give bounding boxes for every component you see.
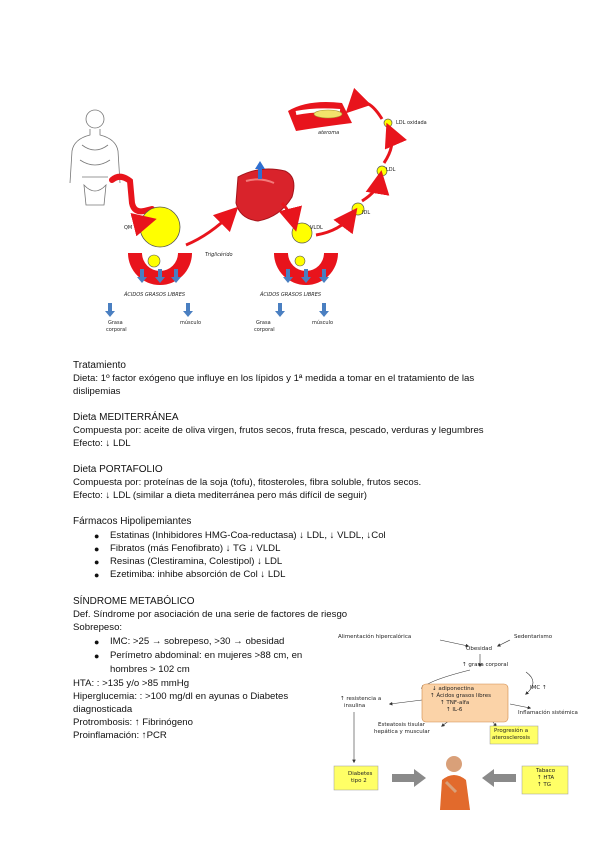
label-progresion-2: aterosclerosis [492, 735, 530, 741]
label-grasa-corporal: ↑ grasa corporal [462, 662, 509, 668]
mediterranea-composicion: Compuesta por: aceite de oliva virgen, frutos secos, fruta fresca, pescado, verduras y legumbres [73, 425, 484, 436]
hiperglucemia-line1: Hiperglucemia: : >100 mg/dl en ayunas o Diabetes [73, 691, 289, 702]
list-item: ● Estatinas (Inhibidores HMG-Coa-reductasa) ↓ LDL, ↓ VLDL, ↓Col [94, 530, 386, 541]
proinflamacion-line: Proinflamación: ↑PCR [73, 730, 167, 741]
label-obesidad: Obesidad [466, 646, 492, 652]
label-center-1: ↓ adiponectina [432, 686, 475, 692]
list-item: ● Fibratos (más Fenofibrato) ↓ TG ↓ VLDL [94, 543, 281, 554]
portafolio-composicion: Compuesta por: proteínas de la soja (tofu), fitosteroles, fibra soluble, frutos secos. [73, 477, 422, 488]
mediterranea-efecto: Efecto: ↓ LDL [73, 438, 131, 449]
gray-arrow-left [482, 769, 516, 787]
label-grasa-1: Grasa [108, 320, 123, 326]
label-center-2: ↑ Ácidos grasos libres [430, 693, 491, 699]
label-grasa-2: Grasa [256, 320, 271, 326]
section-title-sindrome: SÍNDROME METABÓLICO [73, 596, 195, 607]
label-center-4: ↑ IL-6 [446, 707, 463, 713]
section-title-tratamiento: Tratamiento [73, 360, 126, 371]
sobrepeso-label: Sobrepeso: [73, 622, 123, 633]
label-ldl-oxidada: LDL oxidada [396, 120, 427, 126]
label-corporal-2: corporal [254, 327, 275, 333]
label-esteatosis-2: hepática y muscular [374, 729, 430, 735]
list-item: ● Ezetimiba: inhibe absorción de Col ↓ LDL [94, 569, 286, 580]
label-resistencia-1: ↑ resistencia a [340, 696, 382, 702]
label-corporal-1: corporal [106, 327, 127, 333]
section-title-portafolio: Dieta PORTAFOLIO [73, 464, 163, 475]
label-qm: QM [124, 225, 133, 231]
label-trigliceridos: Triglicérido [205, 252, 233, 258]
liver-shape [236, 169, 294, 221]
label-sedentarismo: Sedentarismo [514, 634, 553, 640]
dieta-definition-line1: Dieta: 1º factor exógeno que influye en los lípidos y 1ª medida a tomar en el tratamiento de las [73, 373, 475, 384]
portafolio-efecto: Efecto: ↓ LDL (similar a dieta mediterránea pero más difícil de seguir) [73, 490, 367, 501]
label-diabetes-1: Diabetes [348, 771, 373, 777]
list-item: ● Perímetro abdominal: en mujeres >88 cm, en [94, 650, 303, 661]
label-musculo-1: músculo [180, 320, 202, 326]
list-item: ● IMC: >25 → sobrepeso, >30 → obesidad [94, 636, 285, 647]
label-imc: IMC ↑ [530, 685, 547, 691]
label-diabetes-2: tipo 2 [351, 778, 367, 784]
label-esteatosis-1: Esteatosis tisular [378, 722, 425, 728]
label-inflamacion: Inflamación sistémica [518, 710, 578, 716]
gray-arrow-right [392, 769, 426, 787]
label-ldl: LDL [386, 167, 396, 173]
label-tabaco-2: ↑ HTA [537, 775, 555, 781]
human-body-outline [70, 110, 120, 205]
label-alimentacion: Alimentación hipercalórica [338, 634, 412, 640]
section-title-mediterranea: Dieta MEDITERRÁNEA [73, 412, 179, 423]
label-musculo-2: músculo [312, 320, 334, 326]
label-idl: IDL [362, 210, 371, 216]
person-chest-pain-icon [440, 756, 470, 810]
hiperglucemia-line2: diagnosticada [73, 704, 133, 715]
label-vldl: VLDL [310, 225, 323, 231]
label-tabaco-3: ↑ TG [537, 782, 551, 788]
hta-line: HTA: : >135 y/o >85 mmHg [73, 678, 190, 689]
label-tabaco-1: Tabaco [536, 768, 556, 774]
label-acidos-grasos-2: ÁCIDOS GRASOS LIBRES [260, 292, 322, 298]
sindrome-definition: Def. Síndrome por asociación de una serie de factores de riesgo [73, 609, 348, 620]
section-title-farmacos: Fármacos Hipolipemiantes [73, 516, 192, 527]
intestine-shape [112, 177, 152, 212]
protrombosis-line: Protrombosis: ↑ Fibrinógeno [73, 717, 193, 728]
dieta-definition-line2: dislipemias [73, 386, 121, 397]
list-item-continuation: hombres > 102 cm [110, 664, 190, 675]
label-progresion-1: Progresión a [494, 728, 529, 734]
label-resistencia-2: insulina [344, 703, 366, 709]
label-ateroma: ateroma [318, 130, 340, 136]
label-center-3: ↑ TNF-alfa [440, 700, 470, 706]
label-acidos-grasos-1: ÁCIDOS GRASOS LIBRES [124, 292, 186, 298]
list-item: ● Resinas (Clestiramina, Colestipol) ↓ LDL [94, 556, 283, 567]
